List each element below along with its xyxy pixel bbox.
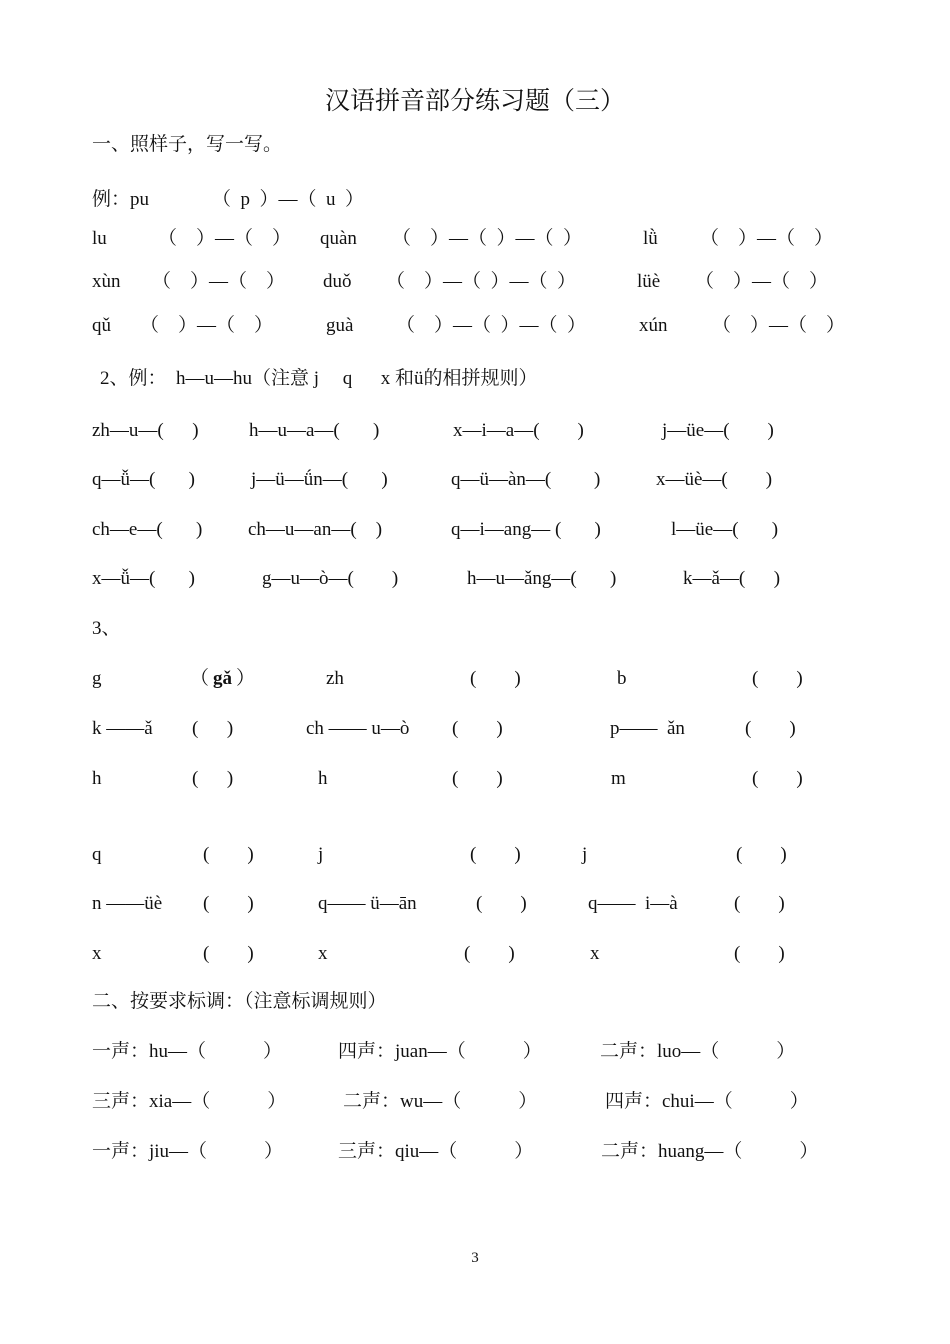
s4-item: 四声：chui—（ ） [605, 1091, 809, 1112]
s3-letter: q—— ü—ān [318, 893, 417, 914]
s3-blank: ( ) [734, 893, 785, 914]
s3-blank: ( ) [476, 893, 527, 914]
s1-answer: （ ）—（ ） [152, 271, 286, 292]
s3-blank: ( ) [192, 718, 234, 739]
s3-blank: ( ) [470, 844, 521, 865]
s2-item: zh—u—( ) [92, 420, 199, 441]
s3-bracket-open: （ [190, 668, 210, 689]
s4-item: 四声：juan—（ ） [338, 1041, 542, 1062]
s3-blank: ( ) [734, 943, 785, 964]
s4-item: 三声：qiu—（ ） [338, 1141, 534, 1162]
s3-blank: ( ) [752, 668, 803, 689]
s3-letter: m [611, 768, 626, 789]
s3-letter: k ——ǎ [92, 718, 153, 739]
s3-blank: ( ) [203, 943, 254, 964]
s2-item: x—i—a—( ) [453, 420, 584, 441]
s1-answer: （ ）—（ ）—（ ） [392, 228, 583, 249]
s2-item: k—ǎ—( ) [683, 568, 781, 589]
s1-answer: （ ）—（ ） [712, 315, 846, 336]
s3-letter: q—— i—à [588, 893, 678, 914]
s3-letter: h [318, 768, 328, 789]
s2-item: h—u—ǎng—( ) [467, 568, 617, 589]
s4-item: 二声：wu—（ ） [343, 1091, 538, 1112]
s1-answer: （ ）—（ ） [695, 271, 829, 292]
s3-blank: ( ) [470, 668, 521, 689]
s1-word: lǜ [643, 228, 658, 249]
page-title: 汉语拼音部分练习题（三） [324, 88, 625, 115]
section-2-heading: 2、例： h—u—hu（注意 j q x 和ü的相拼规则） [100, 368, 538, 389]
s2-item: q—ǚ—( ) [92, 469, 195, 490]
s2-item: x—üè—( ) [656, 469, 773, 490]
s3-letter: j [318, 844, 324, 865]
section-1-heading: 一、照样子，写一写。 [92, 134, 283, 155]
s3-letter: x [590, 943, 600, 964]
s1-word: xùn [92, 271, 121, 292]
s1-word: guà [326, 315, 354, 336]
s3-letter: x [92, 943, 102, 964]
s3-letter: n ——üè [92, 893, 163, 914]
s1-answer: （ ）—（ ）—（ ） [386, 271, 577, 292]
s1-answer: （ ）—（ ） [140, 315, 274, 336]
s3-letter: g [92, 668, 102, 689]
s2-item: q—ü—àn—( ) [451, 469, 601, 490]
s2-item: q—i—ang— ( ) [451, 519, 601, 540]
s3-blank: ( ) [203, 893, 254, 914]
s3-letter: ch —— u—ò [306, 718, 410, 739]
s2-item: j—ü—ǘn—( ) [251, 469, 388, 490]
s4-item: 一声：jiu—（ ） [92, 1141, 284, 1162]
s3-blank: ( ) [464, 943, 515, 964]
s3-blank: ( ) [745, 718, 796, 739]
s1-word: xún [639, 315, 668, 336]
s4-item: 三声：xia—（ ） [92, 1091, 287, 1112]
s3-letter: q [92, 844, 102, 865]
s3-example-answer: gǎ [213, 668, 232, 689]
s2-item: g—u—ò—( ) [262, 568, 399, 589]
s2-item: l—üe—( ) [671, 519, 779, 540]
example-word: 例：pu [92, 189, 150, 210]
s1-word: lüè [637, 271, 661, 292]
s1-word: quàn [320, 228, 357, 249]
s1-word: duǒ [323, 271, 352, 292]
section-3-heading: 3、 [92, 618, 121, 639]
s1-answer: （ ）—（ ） [700, 228, 834, 249]
s3-letter: b [617, 668, 627, 689]
section-4-heading: 二、按要求标调：（注意标调规则） [92, 991, 387, 1012]
s1-word: qǔ [92, 315, 111, 336]
s1-word: lu [92, 228, 107, 249]
s3-blank: ( ) [736, 844, 787, 865]
s4-item: 一声：hu—（ ） [92, 1041, 283, 1062]
s3-blank: ( ) [752, 768, 803, 789]
s4-item: 二声：huang—（ ） [601, 1141, 819, 1162]
s2-item: h—u—a—( ) [249, 420, 380, 441]
s2-item: ch—e—( ) [92, 519, 203, 540]
s3-letter: p—— ǎn [610, 718, 685, 739]
s2-item: x—ǚ—( ) [92, 568, 195, 589]
page-number: 3 [471, 1250, 479, 1266]
s3-bracket-close: ） [236, 668, 256, 689]
s3-letter: h [92, 768, 102, 789]
s3-letter: x [318, 943, 328, 964]
s3-blank: ( ) [452, 768, 503, 789]
s1-answer: （ ）—（ ）—（ ） [396, 315, 587, 336]
s4-item: 二声：luo—（ ） [600, 1041, 796, 1062]
s3-blank: ( ) [203, 844, 254, 865]
s3-blank: ( ) [192, 768, 234, 789]
s2-item: j—üe—( ) [662, 420, 774, 441]
s1-answer: （ ）—（ ） [158, 228, 292, 249]
example-answer: （ p ）—（ u ） [212, 189, 365, 210]
s2-item: ch—u—an—( ) [248, 519, 383, 540]
s3-blank: ( ) [452, 718, 503, 739]
s3-letter: zh [326, 668, 344, 689]
s3-letter: j [582, 844, 588, 865]
